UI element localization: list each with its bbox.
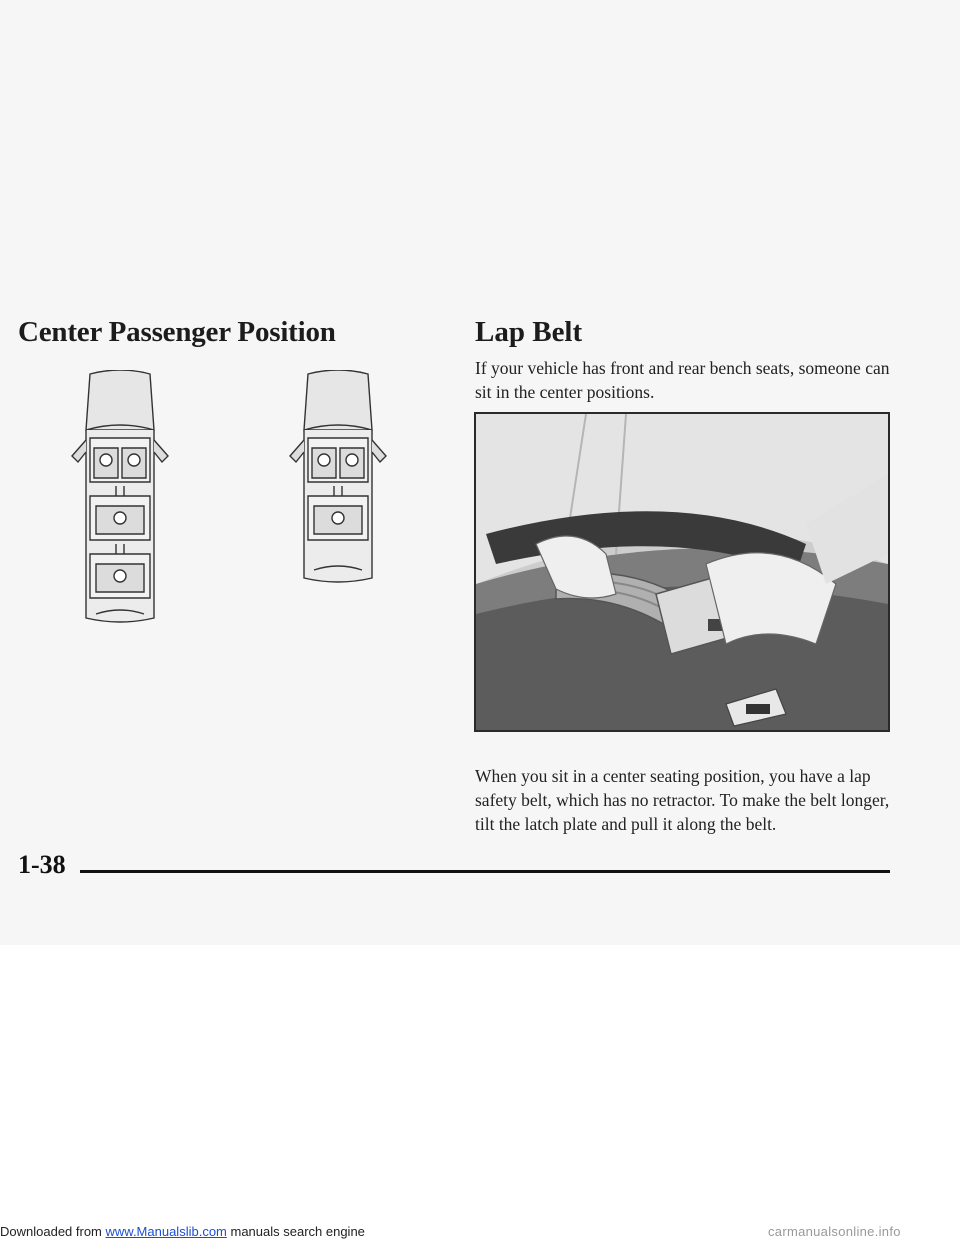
carmanualsonline-watermark: carmanualsonline.info (768, 1224, 901, 1239)
page-number: 1-38 (18, 850, 66, 879)
section-heading-lap-belt: Lap Belt (475, 316, 583, 348)
diagram-three-row-van (60, 370, 180, 630)
diagram-two-row-van (278, 370, 398, 590)
photo-lap-belt-latch-plate (474, 412, 890, 732)
watermark-prefix: Downloaded from (0, 1224, 106, 1239)
intro-paragraph: If your vehicle has front and rear bench seats, someone can sit in the center positions. (475, 358, 890, 402)
footer-rule (80, 870, 890, 873)
manualslib-link[interactable]: www.Manualslib.com (105, 1224, 227, 1239)
body-paragraph: When you sit in a center seating position, you have a lap safety belt, which has no retractor. To make the belt longer, tilt the latch plate and pull it along the belt. (475, 766, 890, 834)
watermark-suffix: manuals search engine (226, 1224, 365, 1239)
section-heading-center-passenger: Center Passenger Position (18, 316, 336, 348)
download-watermark (0, 1224, 365, 1239)
